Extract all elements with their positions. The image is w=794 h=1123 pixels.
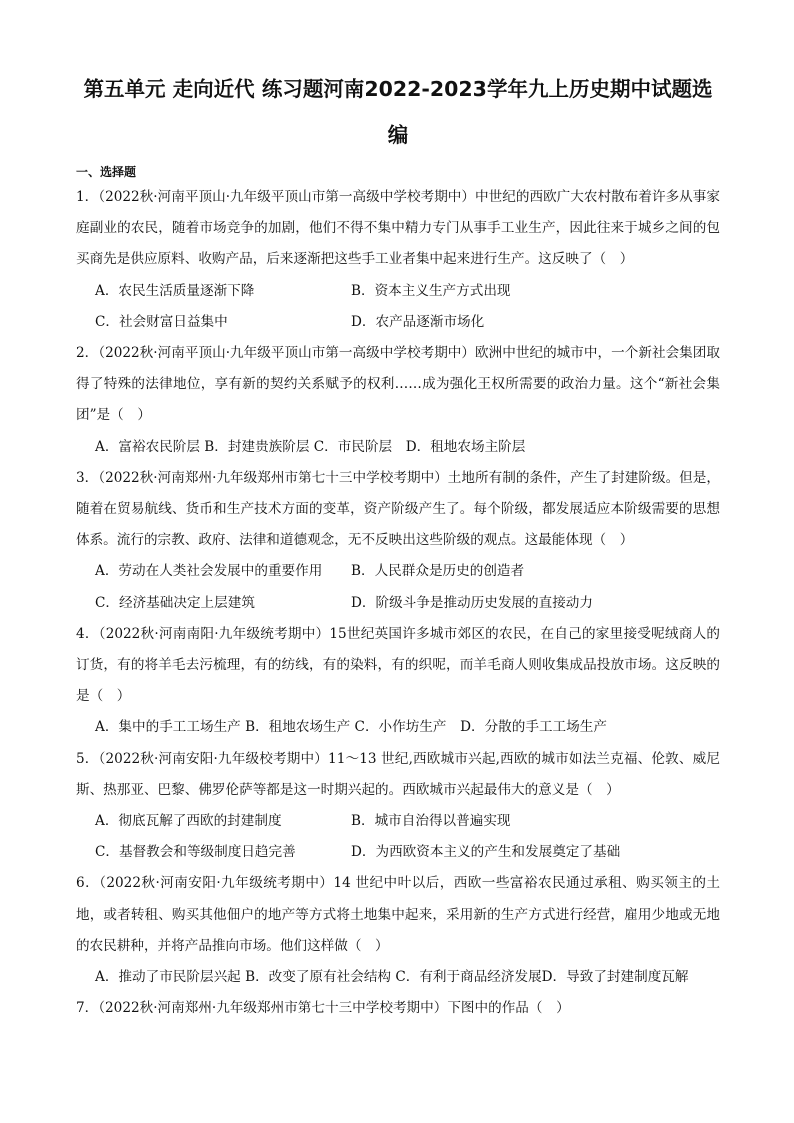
option-c: C．社会财富日益集中 <box>95 313 228 330</box>
section-heading: 一、选择题 <box>76 165 137 179</box>
question-2-options <box>76 432 720 463</box>
option-b: B．资本主义生产方式出现 <box>351 282 511 299</box>
question-4-options <box>76 712 720 743</box>
option-b: B．城市自治得以普遍实现 <box>351 813 511 830</box>
option-line: A．富裕农民阶层 B．封建贵族阶层 C．市民阶层 D．租地农场主阶层 <box>95 438 526 455</box>
question-7: 7．（2022秋·河南郑州·九年级郑州市第七十三中学校考期中）下图中的作品（ ） <box>76 1000 570 1017</box>
question-1-options <box>76 276 720 338</box>
question-6-options <box>76 962 720 993</box>
option-c: C．经济基础决定上层建筑 <box>95 594 255 611</box>
option-a: A．农民生活质量逐渐下降 <box>95 282 255 299</box>
option-line: A．集中的手工工场生产 B．租地农场生产 C．小作坊生产 D．分散的手工工场生产 <box>95 719 607 736</box>
option-d: D．阶级斗争是推动历史发展的直接动力 <box>351 594 593 611</box>
option-c: C．基督教会和等级制度日趋完善 <box>95 844 296 861</box>
option-a: A．劳动在人类社会发展中的重要作用 <box>95 563 323 580</box>
question-5: 5．（2022秋·河南安阳·九年级校考期中）11～13 世纪,西欧城市兴起,西欧的城市如法兰克福、伦敦、威尼斯、热那亚、巴黎、佛罗伦萨等都是这一时期兴起的。西欧城市兴起最伟大的意义是（ ） <box>76 750 720 798</box>
option-a: A．彻底瓦解了西欧的封建制度 <box>95 813 282 830</box>
question-1: 1．（2022秋·河南平顶山·九年级平顶山市第一高级中学校考期中）中世纪的西欧广大农村散布着许多从事家庭副业的农民，随着市场竞争的加剧，他们不得不集中精力专门从事手工业生产，因此往来于城乡之间的包买商先是供应原料、收购产品，后来逐渐把这些手工业者集中起来进行生产。这反映了（ ） <box>76 189 720 268</box>
option-b: B．人民群众是历史的创造者 <box>351 563 525 580</box>
question-4: 4．（2022秋·河南南阳·九年级统考期中）15世纪英国许多城市郊区的农民，在自己的家里接受呢绒商人的订货，有的将羊毛去污梳理，有的纺线，有的染料，有的织呢，而羊毛商人则收集成品投放市场。这反映的是（ ） <box>76 625 720 705</box>
question-3-options <box>76 556 720 618</box>
question-5-options <box>76 806 720 868</box>
exam-page <box>76 0 720 1024</box>
option-d: D．为西欧资本主义的产生和发展奠定了基础 <box>351 844 621 861</box>
question-3: 3．（2022秋·河南郑州·九年级郑州市第七十三中学校考期中）土地所有制的条件，产生了封建阶级。但是，随着在贸易航线、货币和生产技术方面的变革，资产阶级产生了。每个阶级，都发展适应本阶级需要的思想体系。流行的宗教、政府、法律和道德观念，无不反映出这些阶级的观点。这最能体现（ ） <box>76 469 720 549</box>
page-title: 第五单元 走向近代 练习题河南2022-2023学年九上历史期中试题选编 <box>83 77 713 147</box>
question-6: 6．（2022秋·河南安阳·九年级统考期中）14 世纪中叶以后，西欧一些富裕农民通过承租、购买领主的土地，或者转租、购买其他佃户的地产等方式将土地集中起来，采用新的生产方式进行经营，雇用少地或无地的农民耕种，并将产品推向市场。他们这样做（ ） <box>76 875 720 954</box>
question-2: 2．（2022秋·河南平顶山·九年级平顶山市第一高级中学校考期中）欧洲中世纪的城市中，一个新社会集团取得了特殊的法律地位，享有新的契约关系赋予的权利……成为强化王权所需要的政治力量。这个“新社会集团”是（ ） <box>76 345 720 424</box>
option-line: A．推动了市民阶层兴起 B．改变了原有社会结构 C．有利于商品经济发展D．导致了封建制度瓦解 <box>95 969 689 986</box>
option-d: D．农产品逐渐市场化 <box>351 313 485 330</box>
